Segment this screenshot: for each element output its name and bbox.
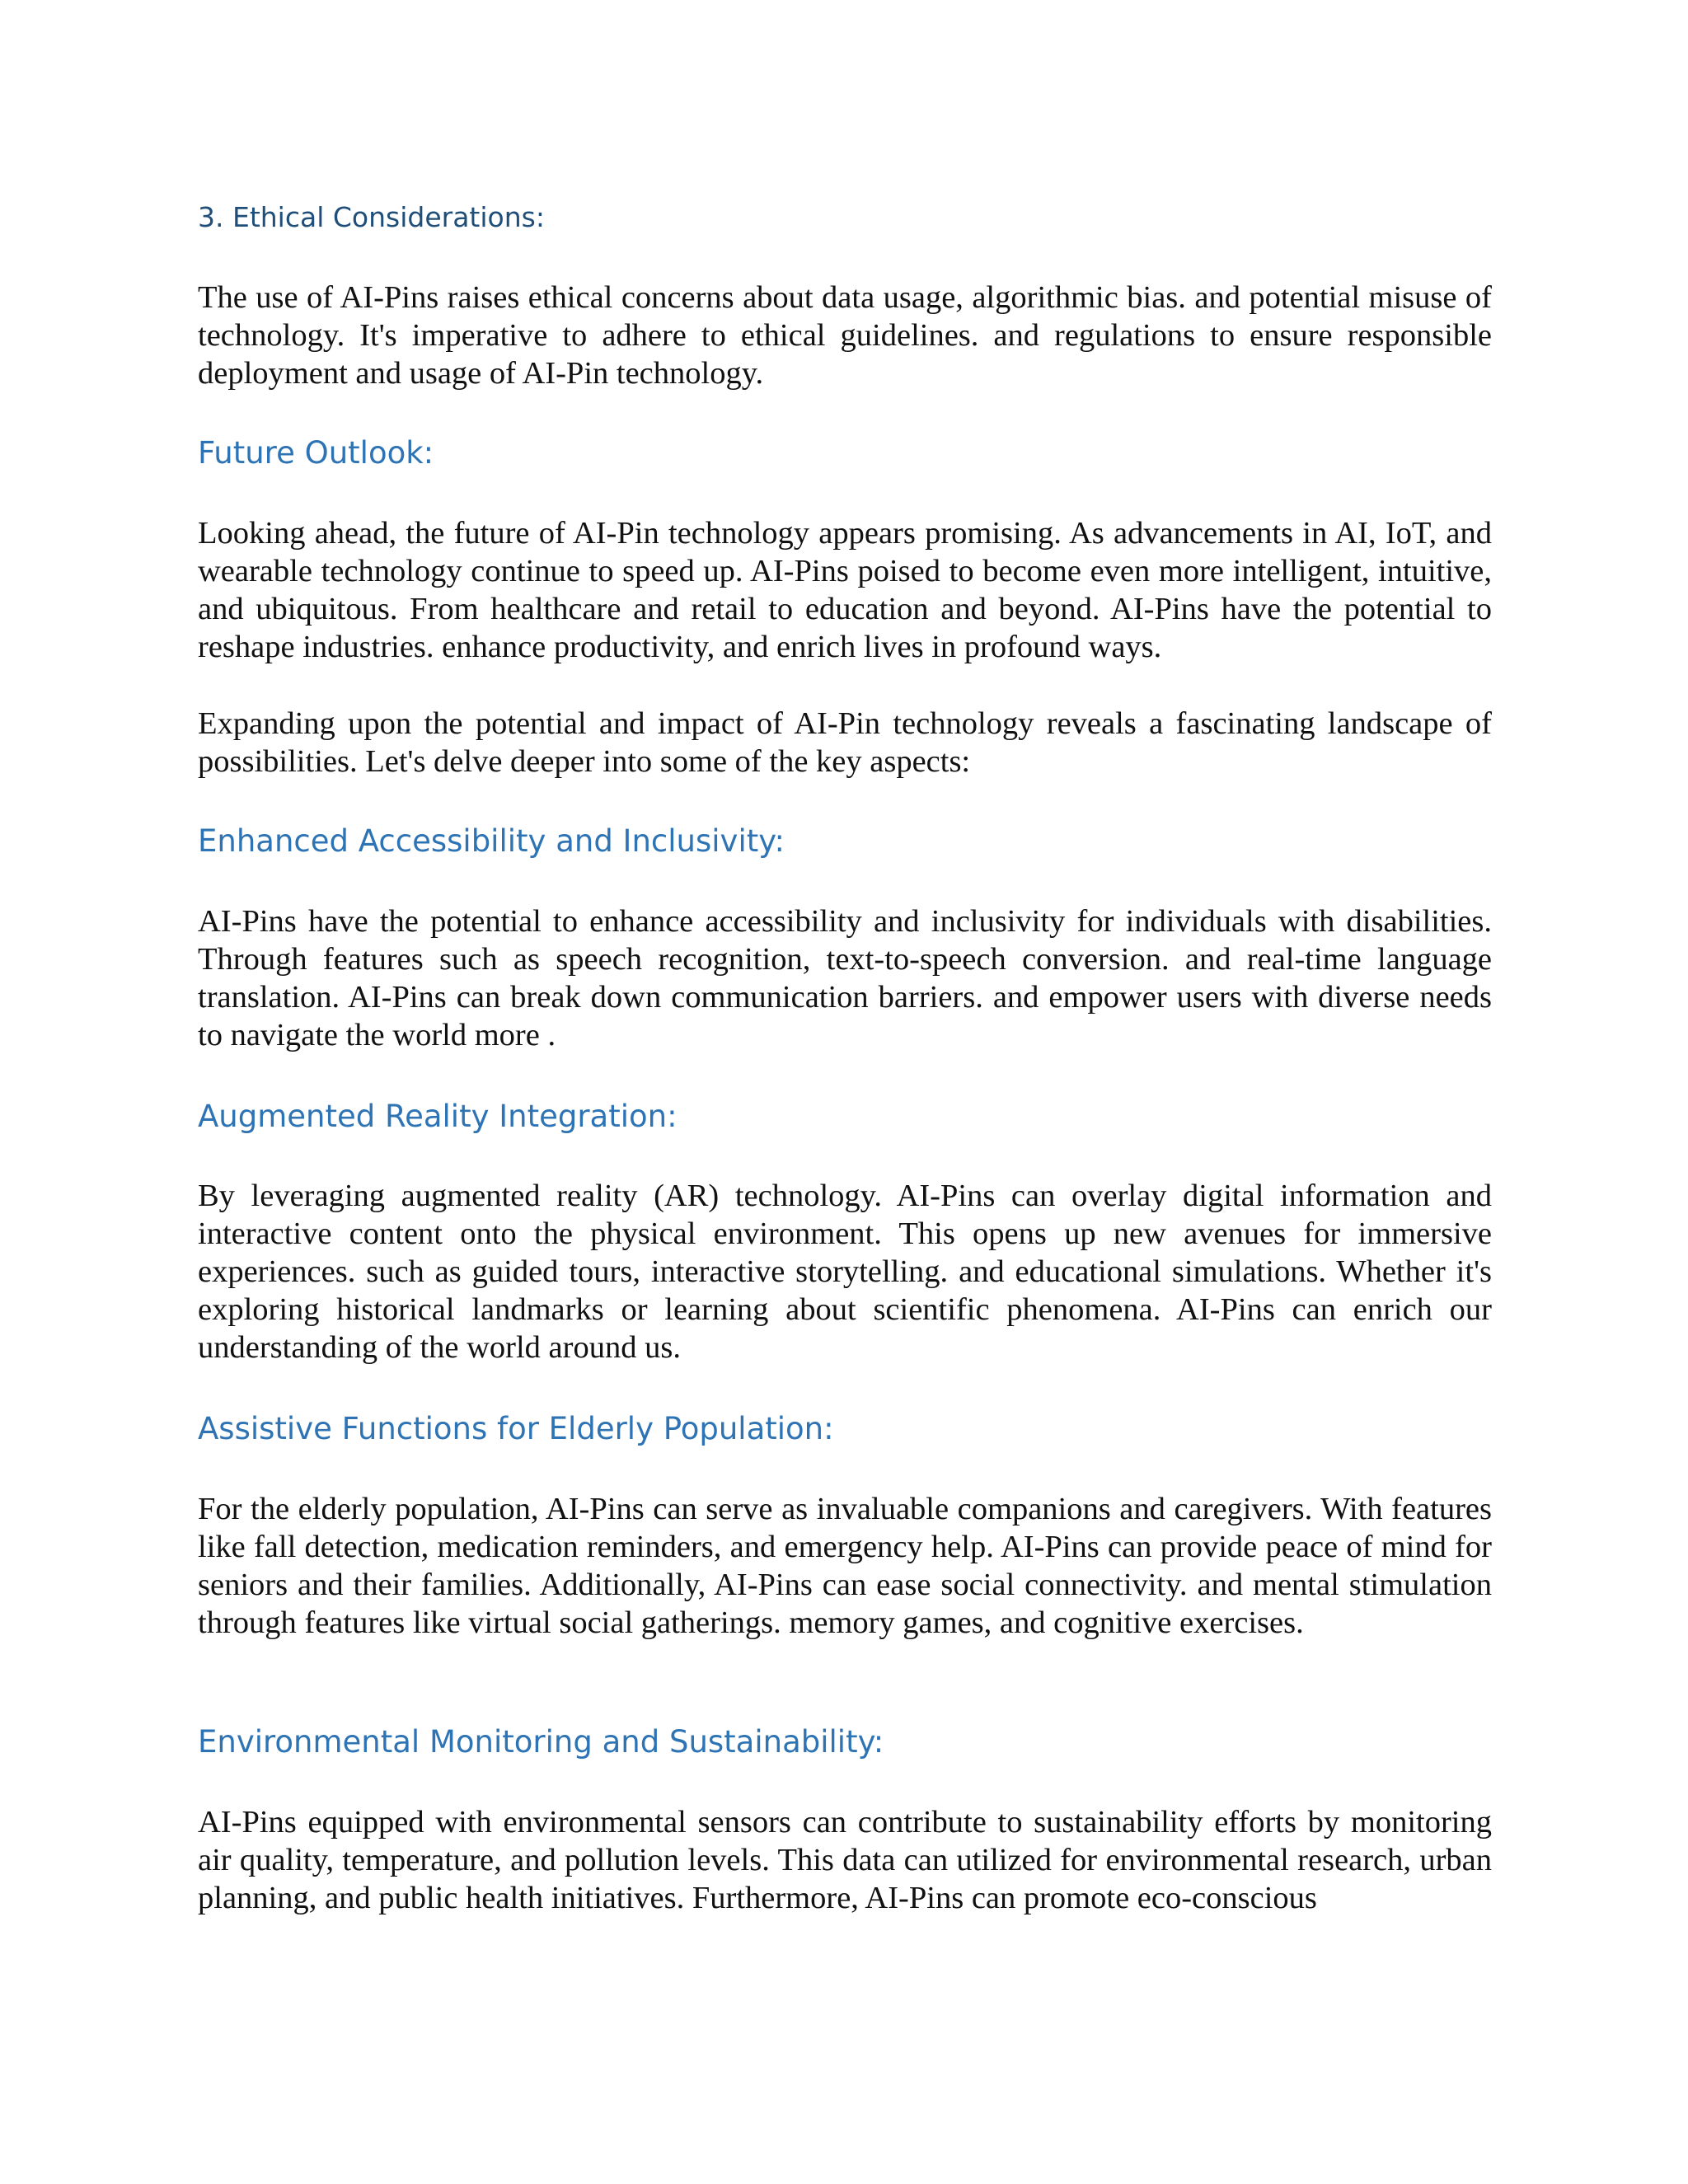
paragraph-elderly-population: For the elderly population, AI-Pins can serve as invaluable companions and caregivers. With features like fall detection, medication reminders, and emergency help. AI-Pins can provide peace of mind for seniors and their families. Additionally, AI-Pins can ease social connectivity. and mental stimulation through features like virtual social gatherings. memory games, and cognitive exercises. xyxy=(198,1492,1492,1640)
section-heading-augmented-reality: Augmented Reality Integration: xyxy=(198,1099,678,1134)
paragraph-ethical-considerations: The use of AI-Pins raises ethical concerns about data usage, algorithmic bias. and potential misuse of technology. It's imperative to adhere to ethical guidelines. and regulations to ensure responsible deployment and usage of AI-Pin technology. xyxy=(198,280,1492,391)
section-heading-ethical-considerations: 3. Ethical Considerations: xyxy=(198,201,545,233)
paragraph-augmented-reality: By leveraging augmented reality (AR) technology. AI-Pins can overlay digital information and interactive content onto the physical environment. This opens up new avenues for immersive experiences. such as guided tours, interactive storytelling. and educational simulations. Whether it's exploring historical landmarks or learning about scientific phenomena. AI-Pins can enrich our understanding of the world around us. xyxy=(198,1179,1492,1365)
section-heading-accessibility: Enhanced Accessibility and Inclusivity: xyxy=(198,823,785,859)
paragraph-environmental-monitoring: AI-Pins equipped with environmental sensors can contribute to sustainability efforts by monitoring air quality, temperature, and pollution levels. This data can utilized for environmental research, urban planning, and public health initiatives. Furthermore, AI-Pins can promote eco-conscious xyxy=(198,1805,1492,1915)
paragraph-expanding-upon: Expanding upon the potential and impact of AI-Pin technology reveals a fascinating landscape of possibilities. Let's delve deeper into some of the key aspects: xyxy=(198,706,1492,779)
paragraph-future-outlook: Looking ahead, the future of AI-Pin technology appears promising. As advancements in AI, IoT, and wearable technology continue to speed up. AI-Pins poised to become even more intelligent, intuitive, and ubiquitous. From healthcare and retail to education and beyond. AI-Pins have the potential to reshape industries. enhance productivity, and enrich lives in profound ways. xyxy=(198,516,1492,664)
section-heading-environmental-monitoring: Environmental Monitoring and Sustainability: xyxy=(198,1724,884,1760)
section-heading-future-outlook: Future Outlook: xyxy=(198,435,434,471)
section-heading-elderly-population: Assistive Functions for Elderly Population: xyxy=(198,1411,834,1446)
paragraph-accessibility: AI-Pins have the potential to enhance accessibility and inclusivity for individuals with disabilities. Through features such as speech recognition, text-to-speech conversion. and real-time language translation. AI-Pins can break down communication barriers. and empower users with diverse needs to navigate the world more . xyxy=(198,904,1492,1052)
